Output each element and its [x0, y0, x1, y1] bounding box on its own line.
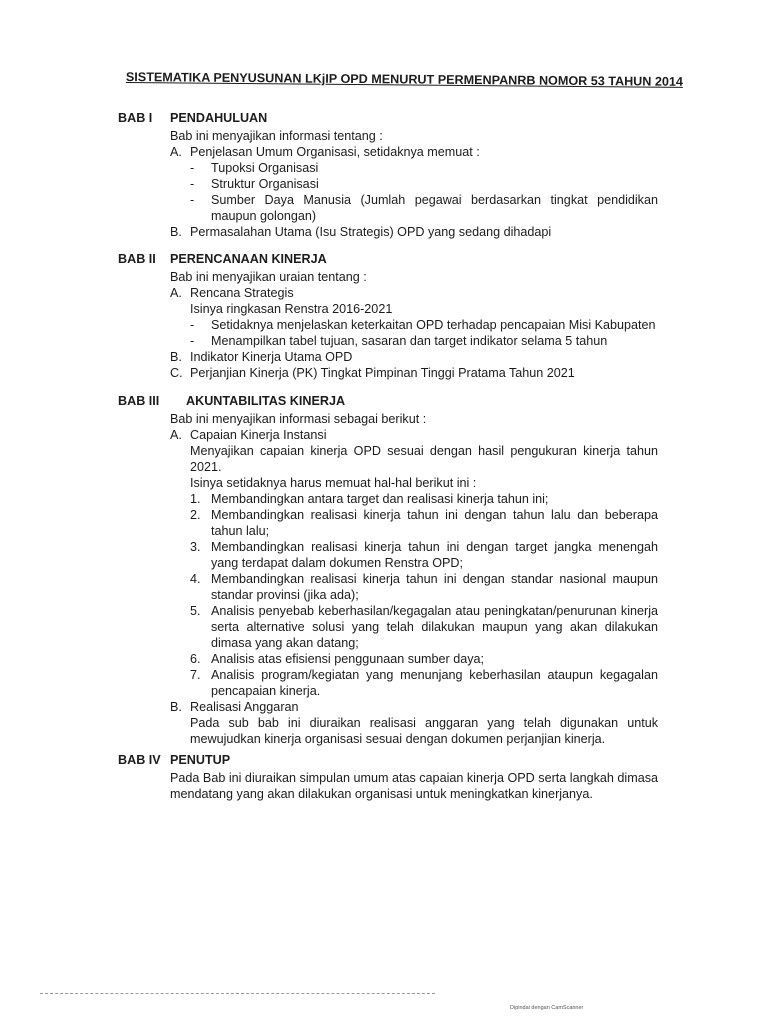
list-item-b: [118, 349, 658, 365]
list-item-a: [118, 427, 658, 443]
scanner-watermark: Dipindai dengan CamScanner: [510, 1005, 584, 1011]
list-item-b: [118, 699, 658, 715]
number-marker: 3.: [190, 540, 201, 554]
numbered-item-text: Analisis program/kegiatan yang menunjang keberhasilan ataupun kegagalan pencapaian kinerja.: [211, 668, 658, 698]
numbered-item-text: Analisis penyebab keberhasilan/kegagalan atau peningkatan/penurunan kinerja serta alternative solusi yang telah dilakukan maupun yang akan dilakukan dimasa yang akan datang;: [211, 604, 658, 650]
list-marker: A.: [170, 428, 182, 442]
list-item-a: [118, 144, 658, 160]
section-title: PERENCANAAN KINERJA: [170, 252, 327, 266]
section-heading: [118, 752, 658, 770]
numbered-item: [118, 491, 658, 507]
dash-item: [118, 176, 658, 192]
section-heading: [118, 110, 658, 128]
list-marker: A.: [170, 145, 182, 159]
list-item-text: Permasalahan Utama (Isu Strategis) OPD yang sedang dihadapi: [190, 225, 552, 239]
number-marker: 7.: [190, 668, 201, 682]
numbered-item: [118, 651, 658, 667]
numbered-item-text: Analisis atas efisiensi penggunaan sumber daya;: [211, 652, 485, 666]
sub-text: Isinya ringkasan Renstra 2016-2021: [190, 302, 393, 316]
list-item-a: [118, 285, 658, 301]
dash-item-text: Tupoksi Organisasi: [211, 161, 319, 175]
section-bab-3: [118, 393, 658, 747]
numbered-item: [118, 667, 658, 699]
section-paragraph: Pada Bab ini diuraikan simpulan umum atas capaian kinerja OPD serta langkah dimasa mendatang yang akan dilakukan organisasi untuk meningkatkan kinerjanya.: [170, 771, 658, 801]
numbered-item-text: Membandingkan realisasi kinerja tahun ini dengan standar nasional maupun standar provinsi (jika ada);: [211, 572, 658, 602]
dash-item: [118, 160, 658, 176]
numbered-item-text: Membandingkan realisasi kinerja tahun ini dengan tahun lalu dan beberapa tahun lalu;: [211, 508, 658, 538]
sub-paragraph: Menyajikan capaian kinerja OPD sesuai dengan hasil pengukuran kinerja tahun 2021.: [190, 444, 658, 474]
section-bab-2: [118, 251, 658, 381]
section-number: BAB I: [118, 111, 153, 125]
list-marker: B.: [170, 700, 182, 714]
section-title: PENDAHULUAN: [170, 111, 268, 125]
list-marker: C.: [170, 366, 183, 380]
numbered-item: [118, 571, 658, 603]
list-item-text: Capaian Kinerja Instansi: [190, 428, 327, 442]
section-heading: [118, 251, 658, 269]
list-item-text: Rencana Strategis: [190, 286, 294, 300]
dash-marker: -: [190, 177, 195, 191]
dash-marker: -: [190, 318, 195, 332]
section-intro: Bab ini menyajikan informasi tentang :: [170, 129, 383, 143]
dash-marker: -: [190, 161, 195, 175]
sub-text: Isinya setidaknya harus memuat hal-hal berikut ini :: [190, 476, 477, 490]
number-marker: 6.: [190, 652, 201, 666]
section-bab-1: [118, 110, 658, 240]
list-marker: A.: [170, 286, 182, 300]
list-item-text: Indikator Kinerja Utama OPD: [190, 350, 353, 364]
number-marker: 5.: [190, 604, 201, 618]
numbered-item-text: Membandingkan antara target dan realisasi kinerja tahun ini;: [211, 492, 549, 506]
dash-item-text: Setidaknya menjelaskan keterkaitan OPD terhadap pencapaian Misi Kabupaten: [211, 318, 656, 332]
section-intro: Bab ini menyajikan informasi sebagai berikut :: [170, 412, 427, 426]
dash-item-text: Menampilkan tabel tujuan, sasaran dan target indikator selama 5 tahun: [211, 334, 608, 348]
list-marker: B.: [170, 225, 182, 239]
list-marker: B.: [170, 350, 182, 364]
list-item-text: Penjelasan Umum Organisasi, setidaknya memuat :: [190, 145, 480, 159]
dash-item: [118, 317, 658, 333]
list-item-c: [118, 365, 658, 381]
number-marker: 2.: [190, 508, 201, 522]
number-marker: 4.: [190, 572, 201, 586]
dash-item-text: Struktur Organisasi: [211, 177, 319, 191]
section-intro: Bab ini menyajikan uraian tentang :: [170, 270, 367, 284]
sub-paragraph: Pada sub bab ini diuraikan realisasi anggaran yang telah digunakan untuk mewujudkan kinerja organisasi sesuai dengan dokumen perjanjian kinerja.: [190, 716, 658, 746]
list-item-text: Perjanjian Kinerja (PK) Tingkat Pimpinan Tinggi Pratama Tahun 2021: [190, 366, 575, 380]
dash-marker: -: [190, 193, 195, 207]
numbered-item: [118, 507, 658, 539]
dash-item: [118, 192, 658, 224]
list-item-b: [118, 224, 658, 240]
list-item-text: Realisasi Anggaran: [190, 700, 299, 714]
number-marker: 1.: [190, 492, 201, 506]
section-number: BAB IV: [118, 753, 161, 767]
section-heading: [118, 393, 658, 411]
section-title: AKUNTABILITAS KINERJA: [186, 394, 346, 408]
section-number: BAB III: [118, 394, 160, 408]
dash-item-text: Sumber Daya Manusia (Jumlah pegawai berdasarkan tingkat pendidikan maupun golongan): [211, 193, 658, 223]
scan-edge-line: [40, 993, 435, 994]
numbered-item: [118, 603, 658, 651]
section-number: BAB II: [118, 252, 156, 266]
dash-item: [118, 333, 658, 349]
section-title: PENUTUP: [170, 753, 231, 767]
document-title: SISTEMATIKA PENYUSUNAN LKjIP OPD MENURUT PERMENPANRB NOMOR 53 TAHUN 2014: [125, 70, 683, 89]
numbered-item-text: Membandingkan realisasi kinerja tahun ini dengan target jangka menengah yang terdapat dalam dokumen Renstra OPD;: [211, 540, 658, 570]
section-bab-4: [118, 752, 658, 802]
dash-marker: -: [190, 334, 195, 348]
numbered-item: [118, 539, 658, 571]
